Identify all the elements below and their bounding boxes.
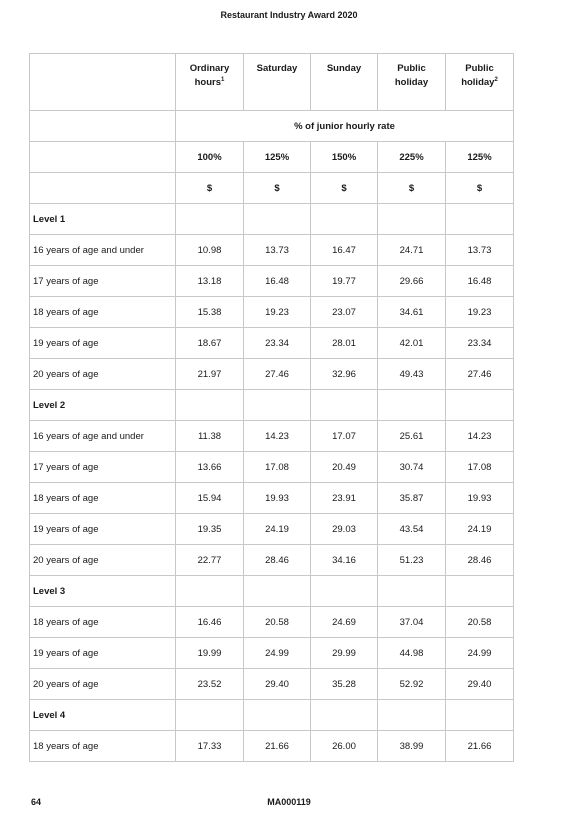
currency-cell: $ [176,173,244,204]
rate-cell: 21.66 [244,731,311,762]
column-header-line1: Sunday [326,63,362,74]
rate-cell: 15.38 [176,297,244,328]
rate-cell: 20.58 [244,607,311,638]
rate-cell: 28.46 [244,545,311,576]
column-header-public-holiday-2 [446,54,514,111]
rate-cell: 20.58 [446,607,514,638]
rate-cell: 16.46 [176,607,244,638]
rate-cell: 24.99 [446,638,514,669]
column-header-line1: Public [465,63,494,74]
rate-cell: 29.40 [446,669,514,700]
empty-cell [311,390,378,421]
rate-cell: 26.00 [311,731,378,762]
currency-cell: $ [446,173,514,204]
rate-cell: 19.93 [446,483,514,514]
level-row [30,204,514,235]
age-label: 16 years of age and under [30,235,176,266]
rate-cell: 34.16 [311,545,378,576]
rate-cell: 27.46 [244,359,311,390]
age-label: 19 years of age [30,514,176,545]
rate-cell: 19.77 [311,266,378,297]
column-header-line2-text: holiday [461,77,495,88]
rate-cell: 49.43 [378,359,446,390]
age-label: 17 years of age [30,452,176,483]
rate-cell: 34.61 [378,297,446,328]
rate-cell: 24.19 [446,514,514,545]
rate-cell: 19.23 [244,297,311,328]
table-row [30,297,514,328]
table-row [30,359,514,390]
age-label: 20 years of age [30,545,176,576]
table-row [30,607,514,638]
rate-cell: 35.87 [378,483,446,514]
empty-cell [378,576,446,607]
age-label: 19 years of age [30,638,176,669]
rate-cell: 38.99 [378,731,446,762]
rate-cell: 13.66 [176,452,244,483]
rate-cell: 27.46 [446,359,514,390]
empty-cell [244,204,311,235]
table-row [30,669,514,700]
level-row [30,390,514,421]
percentage-cell: 125% [446,142,514,173]
rate-cell: 13.73 [446,235,514,266]
age-label: 18 years of age [30,607,176,638]
column-header-line2 [179,76,240,90]
rate-cell: 21.97 [176,359,244,390]
table-body [30,54,514,762]
empty-cell [311,700,378,731]
column-header-sunday [311,54,378,111]
rate-cell: 24.99 [244,638,311,669]
rate-cell: 14.23 [244,421,311,452]
age-label: 20 years of age [30,359,176,390]
rate-cell: 23.07 [311,297,378,328]
rate-caption: % of junior hourly rate [176,111,514,142]
empty-cell [176,576,244,607]
column-header-line1: Saturday [256,63,298,74]
percentage-cell: 100% [176,142,244,173]
award-code: MA000119 [267,797,311,807]
footnote-marker: 1 [221,76,225,83]
rate-cell: 42.01 [378,328,446,359]
column-header-line2: holiday [394,77,429,88]
empty-cell [378,700,446,731]
rate-cell: 19.23 [446,297,514,328]
table-row [30,235,514,266]
column-header-public-holiday [378,54,446,111]
percentage-cell: 125% [244,142,311,173]
empty-cell [378,204,446,235]
empty-cell [446,204,514,235]
empty-cell [446,700,514,731]
page-number: 64 [31,797,42,807]
empty-cell [176,204,244,235]
rate-cell: 24.69 [311,607,378,638]
rate-cell: 10.98 [176,235,244,266]
rate-cell: 17.33 [176,731,244,762]
age-label: 18 years of age [30,483,176,514]
rate-cell: 14.23 [446,421,514,452]
rate-cell: 29.99 [311,638,378,669]
rate-cell: 13.73 [244,235,311,266]
empty-cell [244,390,311,421]
rate-cell: 22.77 [176,545,244,576]
table-row [30,266,514,297]
rate-cell: 29.03 [311,514,378,545]
level-label: Level 2 [30,390,176,421]
currency-cell: $ [311,173,378,204]
rate-cell: 13.18 [176,266,244,297]
empty-header-cell [30,54,176,111]
rate-cell: 29.40 [244,669,311,700]
age-label: 19 years of age [30,328,176,359]
rate-cell: 23.52 [176,669,244,700]
rate-cell: 32.96 [311,359,378,390]
rate-cell: 44.98 [378,638,446,669]
currency-cell: $ [244,173,311,204]
rate-cell: 11.38 [176,421,244,452]
empty-cell [176,390,244,421]
rate-cell: 28.46 [446,545,514,576]
level-row [30,576,514,607]
document-title: Restaurant Industry Award 2020 [220,10,358,20]
rate-cell: 28.01 [311,328,378,359]
column-header-saturday [244,54,311,111]
currency-row [30,173,514,204]
rate-cell: 21.66 [446,731,514,762]
rate-cell: 18.67 [176,328,244,359]
age-label: 18 years of age [30,297,176,328]
level-label: Level 3 [30,576,176,607]
rate-cell: 43.54 [378,514,446,545]
column-header-line2-text: hours [194,77,222,88]
rate-cell: 23.91 [311,483,378,514]
empty-header-cell [30,111,176,142]
rate-cell: 16.48 [446,266,514,297]
table-row [30,421,514,452]
column-header-line1: Public [397,63,426,74]
rate-cell: 19.99 [176,638,244,669]
rate-cell: 25.61 [378,421,446,452]
percentage-cell: 150% [311,142,378,173]
column-header-row [30,54,514,111]
rate-cell: 17.08 [244,452,311,483]
empty-cell [378,390,446,421]
age-label: 17 years of age [30,266,176,297]
rate-cell: 23.34 [244,328,311,359]
empty-cell [446,576,514,607]
empty-cell [311,576,378,607]
table-row [30,638,514,669]
table-row [30,731,514,762]
rate-cell: 16.48 [244,266,311,297]
column-header-line1: Ordinary [189,63,230,74]
empty-cell [446,390,514,421]
empty-cell [244,576,311,607]
table-row [30,328,514,359]
currency-cell: $ [378,173,446,204]
rate-cell: 24.19 [244,514,311,545]
rate-cell: 20.49 [311,452,378,483]
table-row [30,483,514,514]
rate-cell: 17.08 [446,452,514,483]
rate-cell: 19.93 [244,483,311,514]
rate-cell: 37.04 [378,607,446,638]
table-row [30,452,514,483]
empty-header-cell [30,173,176,204]
rate-cell: 30.74 [378,452,446,483]
age-label: 18 years of age [30,731,176,762]
column-header-ordinary-hours [176,54,244,111]
empty-header-cell [30,142,176,173]
rate-cell: 16.47 [311,235,378,266]
empty-cell [244,700,311,731]
rate-cell: 19.35 [176,514,244,545]
empty-cell [311,204,378,235]
footnote-marker: 2 [494,76,498,83]
column-header-line2 [449,76,510,90]
rate-cell: 24.71 [378,235,446,266]
rate-cell: 35.28 [311,669,378,700]
rate-cell: 15.94 [176,483,244,514]
level-label: Level 4 [30,700,176,731]
age-label: 16 years of age and under [30,421,176,452]
rate-caption-row [30,111,514,142]
table-row [30,545,514,576]
rate-cell: 51.23 [378,545,446,576]
level-row [30,700,514,731]
table-row [30,514,514,545]
empty-cell [176,700,244,731]
percentage-row [30,142,514,173]
percentage-cell: 225% [378,142,446,173]
rate-cell: 52.92 [378,669,446,700]
age-label: 20 years of age [30,669,176,700]
rate-cell: 29.66 [378,266,446,297]
rate-cell: 23.34 [446,328,514,359]
rate-cell: 17.07 [311,421,378,452]
level-label: Level 1 [30,204,176,235]
junior-rates-table [29,53,514,762]
